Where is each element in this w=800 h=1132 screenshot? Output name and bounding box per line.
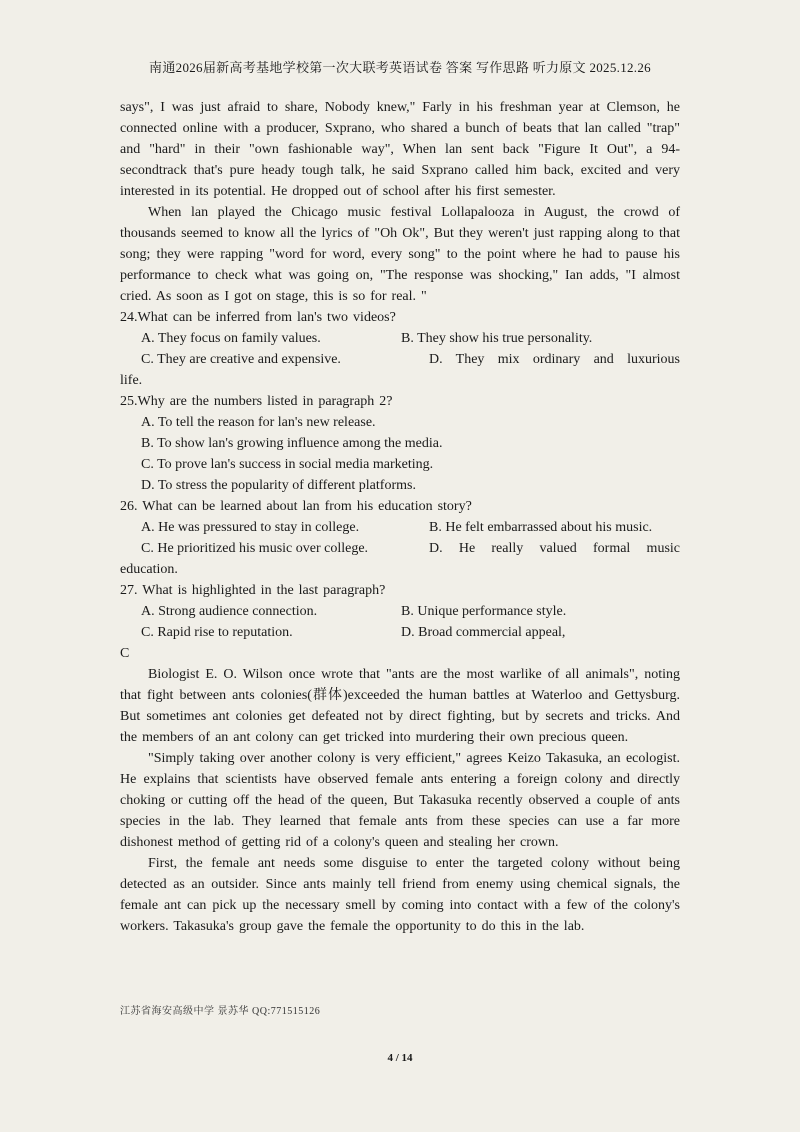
passage-b-paragraph-3: says", I was just afraid to share, Nobody knew," Farly in his freshman year at Clemson, he connected online with a producer, Sxprano, who shared a bunch of beats that lan called "trap" and "hard" in their "own fashionable way", When lan sent back "Figure It Out", a 94-secondtrack that's pure heady tough talk, he said Sxprano called him back, excited and very interested in its potential. He dropped out of school after his first semester. [120, 100, 680, 199]
option-d-continuation: education. [120, 562, 178, 577]
option-d: D. He really valued formal music [429, 541, 680, 556]
option-a: A. He was pressured to stay in college. [141, 520, 360, 535]
option-a: A. They focus on family values. [141, 331, 321, 346]
page-number: 4 / 14 [387, 1052, 413, 1064]
option-d: D. They mix ordinary and luxurious [429, 352, 680, 367]
passage-c-paragraph-1: Biologist E. O. Wilson once wrote that "ants are the most warlike of all animals", noting that fight between ants colonies(群体)exceeded the human battles at Waterloo and Gettysburg. But sometimes ant colonies get defeated not by direct fighting, but by secrets and tricks. And the members of an ant colony can get tricked into murdering their own precious queen. [120, 667, 680, 745]
option-b: B. Unique performance style. [401, 604, 567, 619]
option-row-wrapped [120, 538, 680, 580]
option-a: A. To tell the reason for lan's new release. [141, 415, 376, 430]
question-stem: 25.Why are the numbers listed in paragraph 2? [120, 394, 393, 409]
option-b: B. He felt embarrassed about his music. [429, 520, 653, 535]
question-stem: 27. What is highlighted in the last paragraph? [120, 583, 386, 598]
option-c: C. He prioritized his music over college. [141, 541, 369, 556]
option-row [120, 601, 680, 622]
question-26 [120, 496, 680, 580]
question-24 [120, 307, 680, 391]
section-heading-c: C [120, 646, 130, 661]
option-a: A. Strong audience connection. [141, 604, 318, 619]
option-b: B. They show his true personality. [401, 331, 593, 346]
page-header: 南通2026届新高考基地学校第一次大联考英语试卷 答案 写作思路 听力原文 2025.12.26 [149, 60, 651, 75]
option-row-wrapped [120, 349, 680, 391]
option-d: D. Broad commercial appeal, [401, 625, 566, 640]
option-c: C. They are creative and expensive. [141, 352, 341, 367]
option-row [120, 328, 680, 349]
author-footnote: 江苏省海安高级中学 景苏华 QQ:771515126 [120, 1006, 321, 1017]
option-d-continuation: life. [120, 373, 143, 388]
option-c: C. To prove lan's success in social media marketing. [141, 457, 434, 472]
question-27 [120, 580, 680, 643]
document-body [120, 97, 680, 937]
passage-c-paragraph-3: First, the female ant needs some disguise to enter the targeted colony without being detected as an outsider. Since ants mainly tell friend from enemy using chemical signals, the female ant can pick up the necessary smell by coming into contact with a few of the colony's workers. Takasuka's group gave the female the opportunity to do this in the lab. [120, 856, 680, 934]
option-row [120, 622, 680, 643]
option-d: D. To stress the popularity of different platforms. [141, 478, 416, 493]
option-c: C. Rapid rise to reputation. [141, 625, 293, 640]
question-25 [120, 391, 680, 496]
question-stem: 26. What can be learned about lan from his education story? [120, 499, 472, 514]
passage-b-paragraph-4: When lan played the Chicago music festival Lollapalooza in August, the crowd of thousands seemed to know all the lyrics of "Oh Ok", But they weren't just rapping along to that song; they were rapping "word for word, every song" to the point where he had to pause his performance to check what was going on, "The response was shocking," Ian adds, "I almost cried. As soon as I got on stage, this is so for real. " [120, 205, 680, 304]
question-stem: 24.What can be inferred from lan's two videos? [120, 310, 396, 325]
option-row [120, 517, 680, 538]
option-b: B. To show lan's growing influence among the media. [141, 436, 443, 451]
passage-c-paragraph-2: "Simply taking over another colony is very efficient," agrees Keizo Takasuka, an ecologist. He explains that scientists have observed female ants entering a foreign colony and directly choking or cutting off the head of the queen, But Takasuka recently observed a couple of ants species in the lab. They learned that female ants from these species can use a far more dishonest method of getting rid of a colony's queen and stealing her crown. [120, 751, 680, 850]
